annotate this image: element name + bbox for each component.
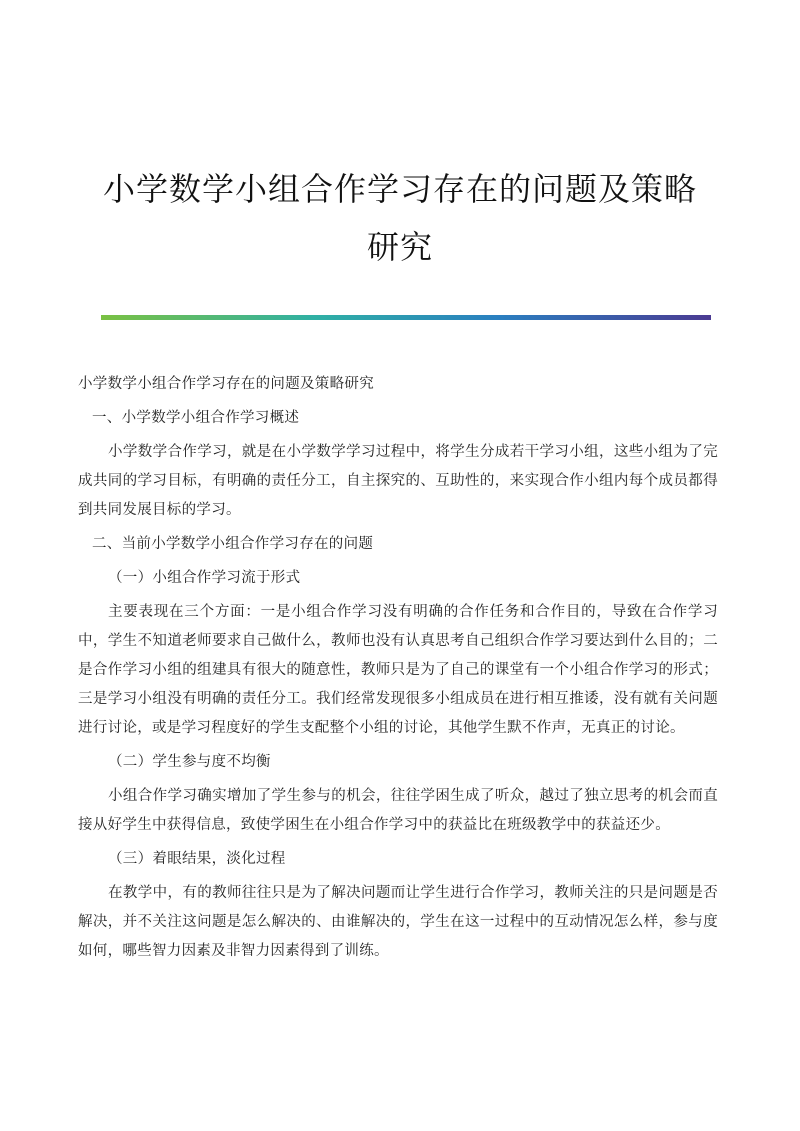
running-title: 小学数学小组合作学习存在的问题及策略研究 <box>78 376 374 392</box>
paragraph-definition: 小学数学合作学习，就是在小学数学学习过程中，将学生分成若干学习小组，这些小组为了完成共同的学习目标，有明确的责任分工，自主探究的、互助性的，来实现合作小组内每个成员都得到共同发展目标的学习。 <box>78 444 718 518</box>
subheading-1: （一）小组合作学习流于形式 <box>108 570 301 586</box>
section-heading-2: 二、当前小学数学小组合作学习存在的问题 <box>92 536 374 552</box>
paragraph-participation: 小组合作学习确实增加了学生参与的机会，往往学困生成了听众，越过了独立思考的机会而直接从好学生中获得信息，致使学困生在小组合作学习中的获益比在班级教学中的获益还少。 <box>78 788 718 833</box>
subheading-3: （三）着眼结果，淡化过程 <box>108 851 286 867</box>
subheading-2: （二）学生参与度不均衡 <box>108 754 271 770</box>
document-body <box>78 370 718 971</box>
title-divider <box>101 315 711 320</box>
document-title: 小学数学小组合作学习存在的问题及策略研究 <box>102 170 697 266</box>
paragraph-form: 主要表现在三个方面：一是小组合作学习没有明确的合作任务和合作目的，导致在合作学习中，学生不知道老师要求自己做什么，教师也没有认真思考自己组织合作学习要达到什么目的；二是合作学习小组的组建具有很大的随意性，教师只是为了自己的课堂有一个小组合作学习的形式；三是学习小组没有明确的责任分工。我们经常发现很多小组成员在进行相互推诿，没有就有关问题进行讨论，或是学习程度好的学生支配整个小组的讨论，其他学生默不作声，无真正的讨论。 <box>78 604 718 736</box>
paragraph-process: 在教学中，有的教师往往只是为了解决问题而让学生进行合作学习，教师关注的只是问题是否解决，并不关注这问题是怎么解决的、由谁解决的，学生在这一过程中的互动情况怎么样，参与度如何，哪些智力因素及非智力因素得到了训练。 <box>78 885 718 959</box>
section-heading-1: 一、小学数学小组合作学习概述 <box>92 410 300 426</box>
